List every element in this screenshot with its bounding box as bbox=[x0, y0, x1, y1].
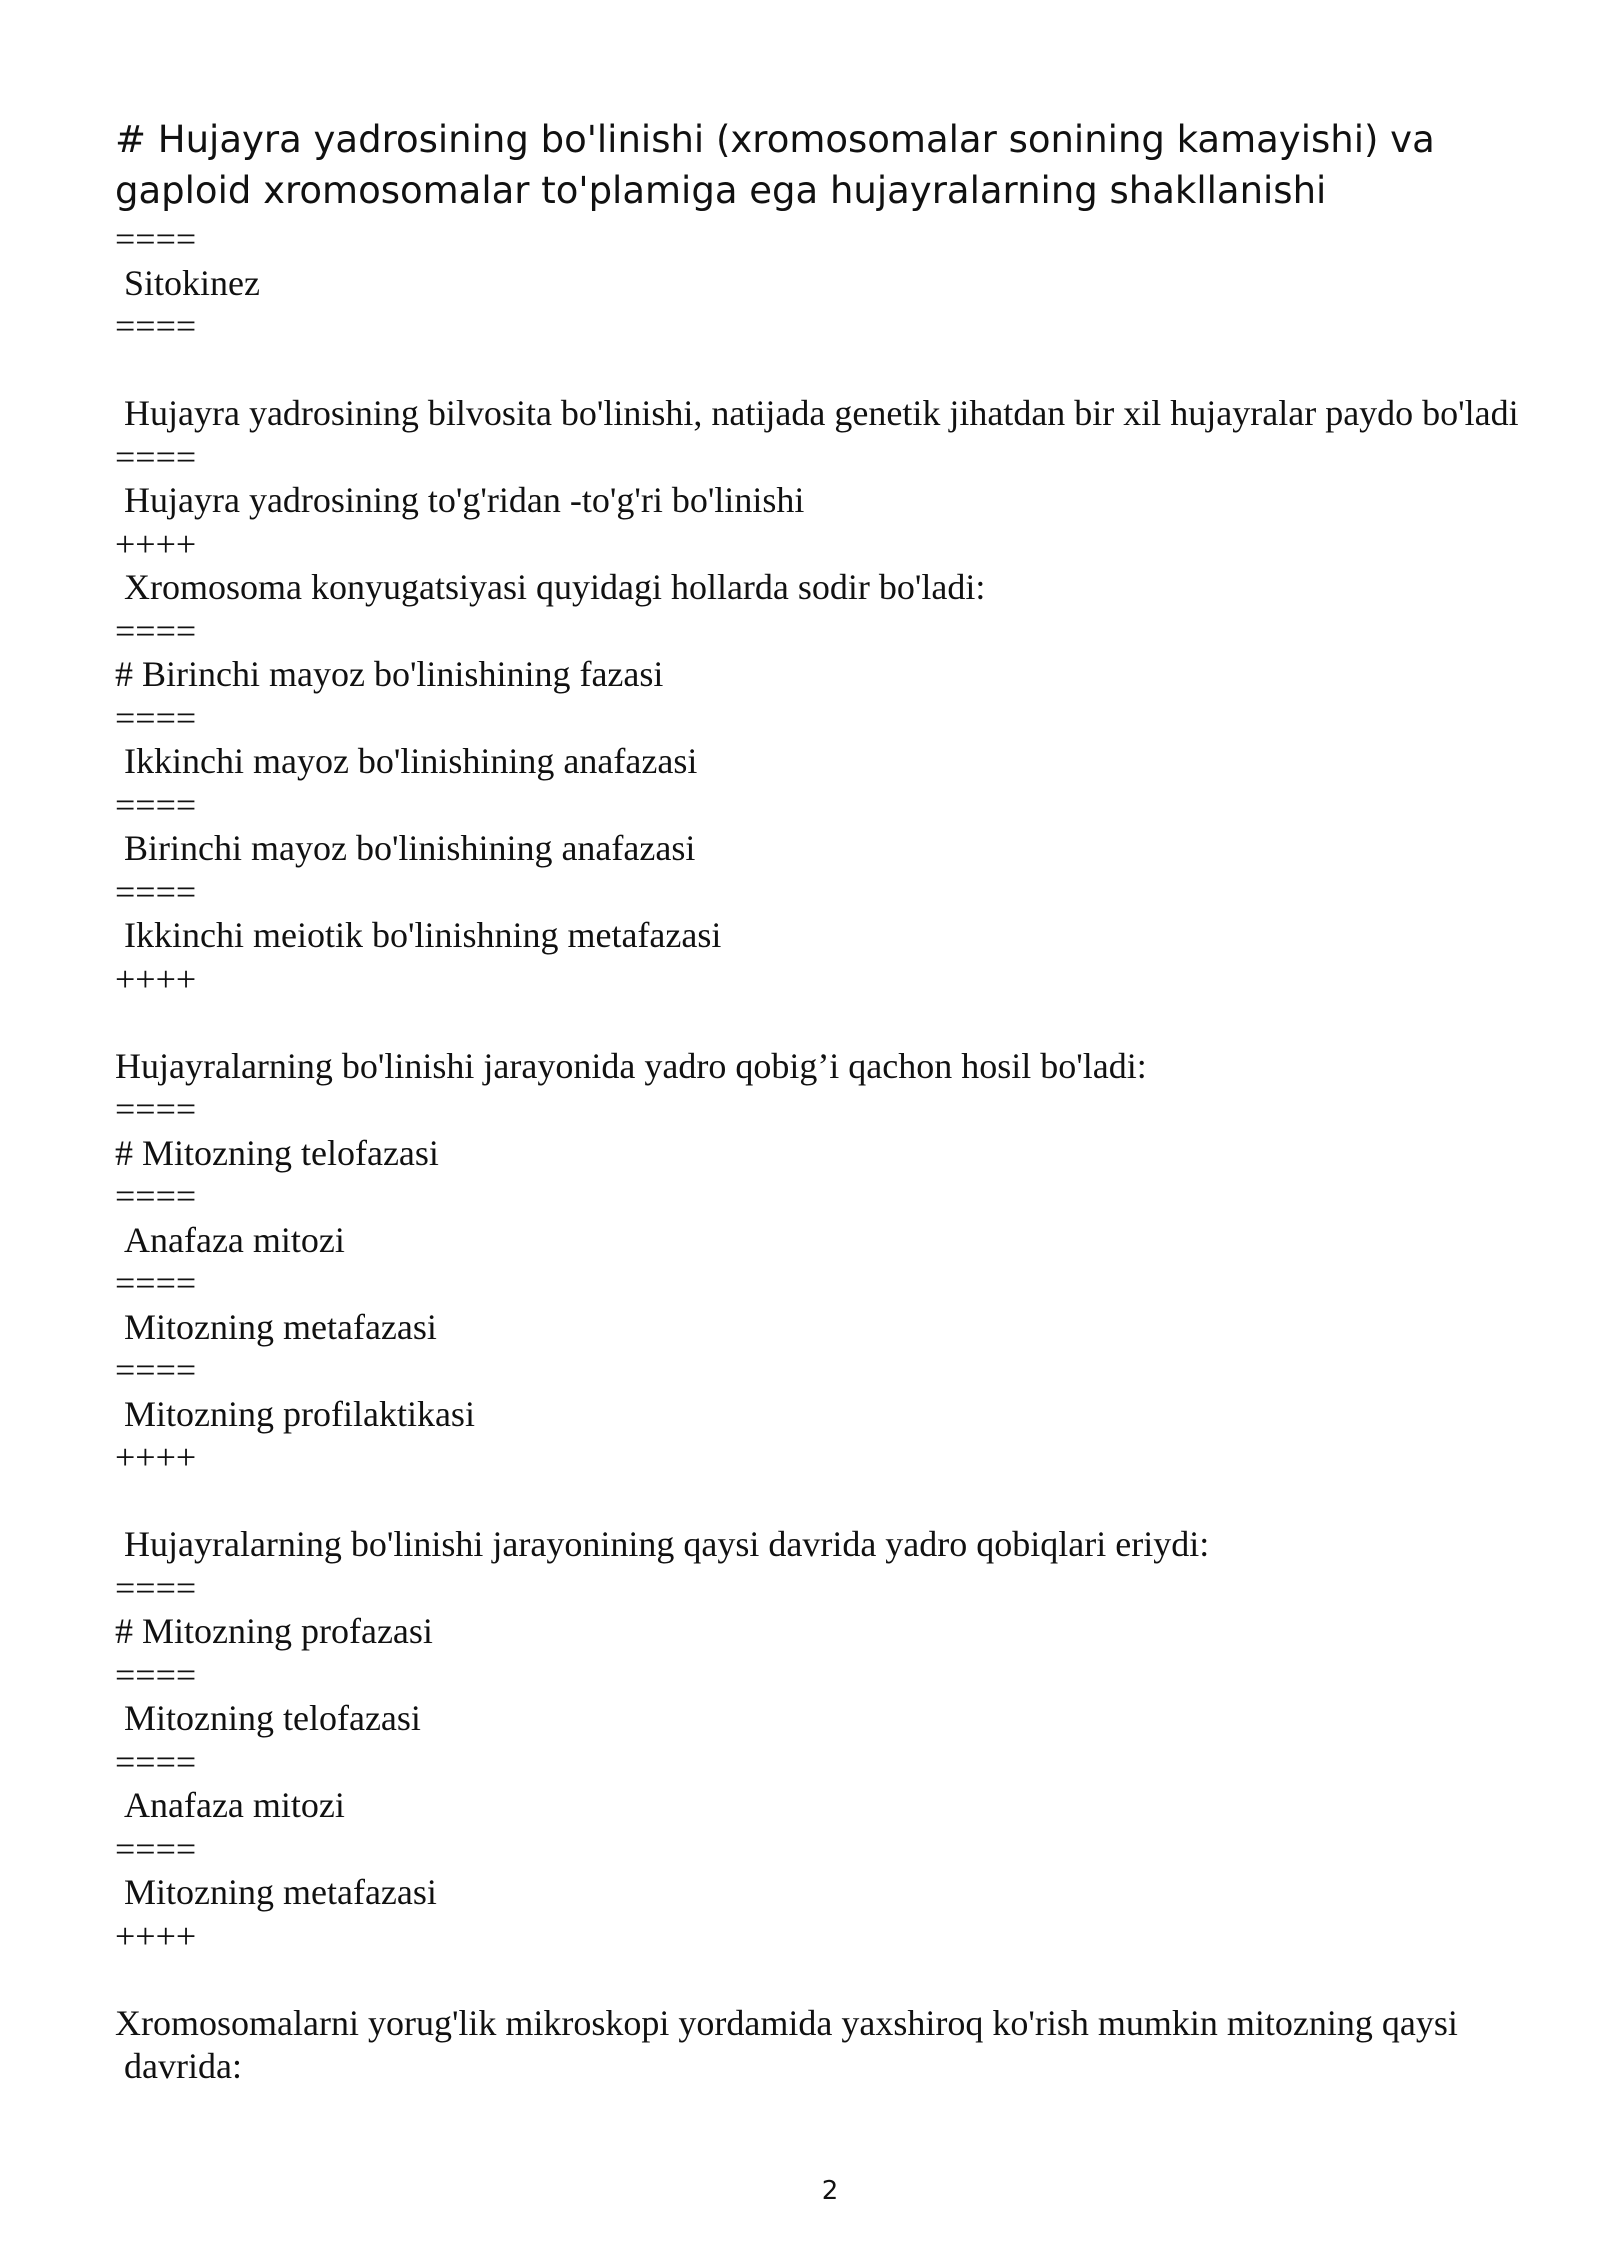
text-line: Anafaza mitozi bbox=[115, 1785, 345, 1825]
separator-line: ==== bbox=[115, 1176, 197, 1216]
text-line: Mitozning profilaktikasi bbox=[115, 1393, 475, 1434]
separator-line: ==== bbox=[115, 219, 197, 259]
question-end-marker: ++++ bbox=[115, 958, 197, 999]
blank-line bbox=[115, 1958, 1535, 2002]
correct-answer-line: # Mitozning telofazasi bbox=[115, 1132, 439, 1173]
text-line: Hujayralarning bo'linishi jarayonida yadro qobig’i qachon hosil bo'ladi: bbox=[115, 1045, 1147, 1086]
correct-answer-line: # Birinchi mayoz bo'linishining fazasi bbox=[115, 654, 664, 694]
text-line: Xromosomalarni yorug'lik mikroskopi yordamida yaxshiroq ko'rish mumkin mitozning qaysi bbox=[115, 2002, 1458, 2043]
question-end-marker: ++++ bbox=[115, 1437, 197, 1477]
text-line: Mitozning metafazasi bbox=[115, 1872, 437, 1912]
correct-answer-line: # Mitozning profazasi bbox=[115, 1611, 433, 1651]
question-heading: # Hujayra yadrosining bo'linishi (xromosomalar sonining kamayishi) va gaploid xromosomalar to'plamiga ega hujayralarning shakllanishi bbox=[115, 118, 1435, 212]
document-body bbox=[115, 218, 1535, 2089]
separator-line: ==== bbox=[115, 784, 197, 825]
document-page bbox=[115, 114, 1535, 2089]
text-line: Mitozning metafazasi bbox=[115, 1306, 437, 1347]
text-line: Sitokinez bbox=[115, 262, 260, 303]
separator-line: ==== bbox=[115, 1828, 197, 1869]
separator-line: ==== bbox=[115, 436, 197, 477]
separator-line: ==== bbox=[115, 610, 197, 651]
text-line: Mitozning telofazasi bbox=[115, 1698, 421, 1738]
text-line: Ikkinchi mayoz bo'linishining anafazasi bbox=[115, 741, 698, 781]
separator-line: ==== bbox=[115, 1089, 197, 1129]
blank-line bbox=[115, 349, 1535, 393]
text-line: Anafaza mitozi bbox=[115, 1219, 345, 1260]
separator-line: ==== bbox=[115, 697, 197, 738]
separator-line: ==== bbox=[115, 1654, 197, 1695]
separator-line: ==== bbox=[115, 1350, 197, 1390]
question-end-marker: ++++ bbox=[115, 1915, 197, 1956]
text-line: Xromosoma konyugatsiyasi quyidagi hollarda sodir bo'ladi: bbox=[115, 567, 986, 607]
blank-line bbox=[115, 1480, 1535, 1524]
question-end-marker: ++++ bbox=[115, 523, 197, 564]
separator-line: ==== bbox=[115, 1567, 197, 1608]
separator-line: ==== bbox=[115, 871, 197, 912]
text-line: Hujayra yadrosining to'g'ridan -to'g'ri bo'linishi bbox=[115, 480, 805, 520]
blank-line bbox=[115, 1001, 1535, 1045]
page-number: 2 bbox=[821, 2176, 839, 2206]
text-line: Ikkinchi meiotik bo'linishning metafazasi bbox=[115, 915, 722, 955]
text-line: Hujayralarning bo'linishi jarayonining qaysi davrida yadro qobiqlari eriydi: bbox=[115, 1524, 1210, 1564]
separator-line: ==== bbox=[115, 306, 197, 346]
separator-line: ==== bbox=[115, 1263, 197, 1303]
text-line: Hujayra yadrosining bilvosita bo'linishi, natijada genetik jihatdan bir xil hujayralar paydo bo'ladi bbox=[115, 393, 1519, 433]
text-line: Birinchi mayoz bo'linishining anafazasi bbox=[115, 828, 696, 868]
separator-line: ==== bbox=[115, 1741, 197, 1782]
text-line: davrida: bbox=[115, 2046, 242, 2086]
